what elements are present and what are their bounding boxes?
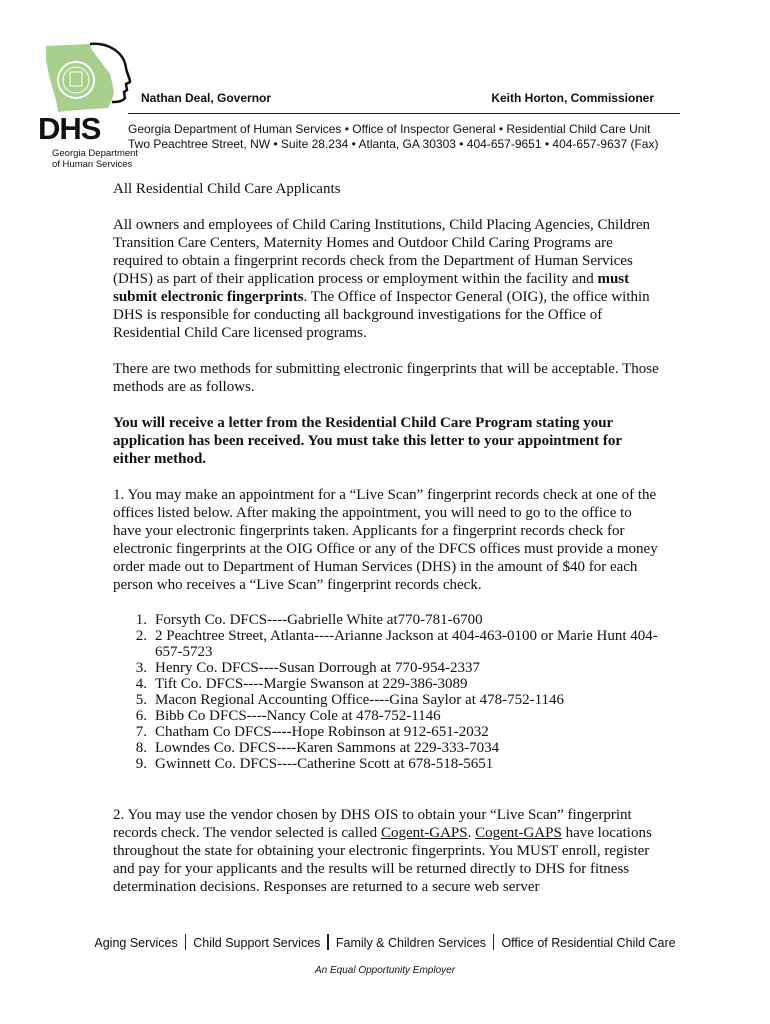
- footer-division-residential-child-care: Office of Residential Child Care: [501, 936, 676, 950]
- office-list-text: Forsyth Co. DFCS----Gabrielle White at770-781-6700: [155, 612, 483, 628]
- office-list-number: 9.: [135, 756, 147, 772]
- footer-divisions: [0, 934, 770, 950]
- salutation: All Residential Child Care Applicants: [113, 181, 341, 197]
- office-list-text: Macon Regional Accounting Office----Gina Saylor at 478-752-1146: [155, 692, 565, 708]
- letterhead-divider: [128, 113, 680, 114]
- paragraph-letter-notice: You will receive a letter from the Residential Child Care Program stating your application has been received. You must take this letter to your appointment for either method.: [113, 415, 622, 467]
- governor-name: Nathan Deal, Governor: [141, 91, 272, 105]
- footer-separator: [185, 934, 187, 950]
- letter-body: [113, 180, 661, 896]
- footer-division-family-children: Family & Children Services: [335, 936, 486, 950]
- paragraph-method-2-text-b: .: [467, 825, 476, 841]
- logo-subtitle-line-1: Georgia Department: [52, 148, 139, 159]
- office-list-text: Chatham Co DFCS----Hope Robinson at 912-651-2032: [155, 724, 489, 740]
- cogent-gaps-link-1[interactable]: Cogent-GAPS: [380, 825, 468, 841]
- office-list-item: [113, 660, 661, 676]
- footer-separator: [493, 934, 495, 950]
- address-line-2: Two Peachtree Street, NW • Suite 28.234 • Atlanta, GA 30303 • 404-657-9651 • 404-657-9637 (Fax): [128, 137, 659, 151]
- office-list-number: 7.: [135, 724, 147, 740]
- address-line-1: Georgia Department of Human Services • Office of Inspector General • Residential Child Care Unit: [128, 122, 651, 136]
- office-list-item: [113, 676, 661, 692]
- office-list: [113, 612, 661, 772]
- paragraph-method-2-text-a: 2. You may use the vendor chosen by DHS OIS to obtain your “Live Scan” fingerprint records check. The vendor selected is called: [113, 807, 632, 841]
- paragraph-method-2: [113, 806, 661, 896]
- paragraph-method-2-text-c: have locations throughout the state for obtaining your electronic fingerprints. You MUST enroll, register and pay for your applicants and the results will be returned directly to DHS for fitness determination decisions. Responses are returned to a secure web server: [113, 825, 652, 895]
- office-list-number: 2.: [135, 628, 147, 644]
- office-list-item: [113, 612, 661, 628]
- office-list-number: 5.: [135, 692, 147, 708]
- equal-opportunity-employer: An Equal Opportunity Employer: [314, 965, 456, 976]
- logo-subtitle-line-2: of Human Services: [52, 159, 133, 170]
- office-list-item: [113, 740, 661, 756]
- footer-separator: [327, 934, 329, 950]
- office-list-text: Tift Co. DFCS----Margie Swanson at 229-386-3089: [155, 676, 468, 692]
- office-list-text: Gwinnett Co. DFCS----Catherine Scott at 678-518-5651: [155, 756, 494, 772]
- office-list-number: 1.: [135, 612, 147, 628]
- office-list-number: 6.: [135, 708, 147, 724]
- logo-subtitle: [52, 148, 142, 170]
- commissioner-name: Keith Horton, Commissioner: [491, 91, 654, 105]
- paragraph-method-1: 1. You may make an appointment for a “Live Scan” fingerprint records check at one of the offices listed below. After making the appointment, you will need to go to the office to have your electronic fingerprints taken. Applicants for a fingerprint records check for electronic fingerprints at the OIG Office or any of the DFCS offices must provide a money order made out to Department of Human Services (DHS) in the amount of $40 for each person who receives a “Live Scan” fingerprint records check.: [113, 487, 658, 593]
- office-list-number: 3.: [135, 660, 147, 676]
- footer-division-child-support: Child Support Services: [193, 936, 321, 950]
- paragraph-requirements: [113, 216, 661, 342]
- office-list-item: [113, 692, 661, 708]
- footer-division-aging: Aging Services: [94, 936, 178, 950]
- paragraph-requirements-text-b: . The Office of Inspector General (OIG), the office within DHS is responsible for conducting all background investigations for the Office of Residential Child Care licensed programs.: [113, 289, 650, 341]
- paragraph-requirements-text-a: All owners and employees of Child Caring Institutions, Child Placing Agencies, Children Transition Care Centers, Maternity Homes and Outdoor Child Caring Programs are required to obtain a fingerprint records check from the Department of Human Services (DHS) as part of their application process or employment within the facility and: [113, 217, 651, 287]
- office-list-text: Bibb Co DFCS----Nancy Cole at 478-752-1146: [155, 708, 441, 724]
- dhs-logo: [38, 40, 139, 180]
- office-list-text: 2 Peachtree Street, Atlanta----Arianne Jackson at 404-463-0100 or Marie Hunt 404-657-5723: [155, 628, 658, 660]
- office-list-number: 8.: [135, 740, 147, 756]
- georgia-state-seal-icon: [38, 40, 134, 116]
- office-list-number: 4.: [135, 676, 147, 692]
- paragraph-methods-intro: There are two methods for submitting electronic fingerprints that will be acceptable. Those methods are as follows.: [113, 361, 659, 395]
- cogent-gaps-link-2[interactable]: Cogent-GAPS: [475, 825, 562, 841]
- office-list-text: Henry Co. DFCS----Susan Dorrough at 770-954-2337: [155, 660, 480, 676]
- office-list-item: [113, 708, 661, 724]
- paragraph-requirements-bold: must submit electronic fingerprints: [113, 271, 630, 305]
- office-list-text: Lowndes Co. DFCS----Karen Sammons at 229-333-7034: [155, 740, 500, 756]
- logo-dhs-text: DHS: [38, 111, 101, 146]
- office-list-item: [113, 756, 661, 772]
- office-list-item: [113, 724, 661, 740]
- office-list-item: [113, 628, 661, 660]
